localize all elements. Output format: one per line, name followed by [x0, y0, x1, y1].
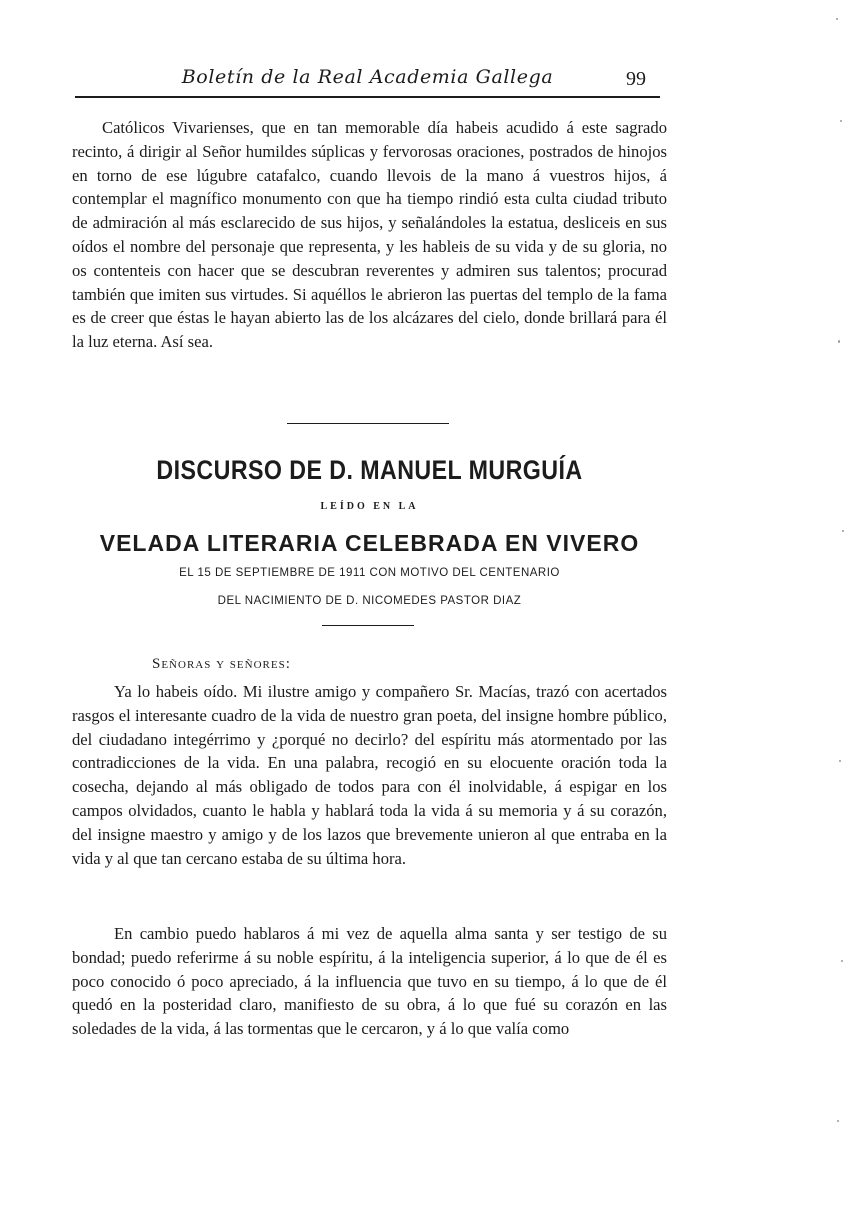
scan-speck — [839, 760, 841, 762]
short-divider — [322, 625, 414, 626]
paragraph-closing-prayer: Católicos Vivarienses, que en tan memorable día habeis acudido á este sagrado recinto, á dirigir al Señor humildes súplicas y fervorosas oraciones, postrados de hinojos en torno de ese lúgubre catafalco, cuando llevois de la mano á vuestros hijos, á contemplar el magnífico monumento con que ha tiempo rindió esta culta ciudad tributo de admiración al más esclarecido de sus hijos, y señalándoles la estatua, desliceis en sus oídos el nombre del personaje que representa, y les hableis de su vida y de su gloria, no os contenteis con hacer que se descubran reverentes y admiren sus talentos; procurad también que imiten sus virtudes. Si aquéllos le abrieron las puertas del templo de la fama es de creer que éstas le hayan abierto las de los alcázares del cielo, donde brillará para él la luz eterna. Así sea. — [72, 118, 667, 352]
occasion-line-2: DEL NACIMIENTO DE D. NICOMEDES PASTOR DIAZ — [217, 595, 522, 607]
scan-speck — [841, 960, 843, 962]
scan-speck — [840, 120, 842, 122]
read-in-label: LEÍDO EN LA — [320, 501, 419, 512]
scan-speck — [842, 530, 844, 532]
occasion-line-1: EL 15 DE SEPTIEMBRE DE 1911 CON MOTIVO DEL CENTENARIO — [179, 567, 560, 579]
discourse-title: DISCURSO DE D. MANUEL MURGUÍA — [156, 455, 583, 485]
section-divider — [287, 423, 449, 424]
scan-speck — [837, 1120, 839, 1122]
salutation: Señoras y señores: — [152, 656, 291, 672]
scan-speck — [838, 340, 840, 343]
paragraph-speech-continuation: En cambio puedo hablaros á mi vez de aquella alma santa y ser testigo de su bondad; puedo referirme á su noble espíritu, á la inteligencia superior, á lo que de él es poco conocido ó poco apreciado, á la influencia que tuvo en su tiempo, á lo que de él quedó en la posteridad claro, manifiesto de su obra, á lo que fué su corazón en las soledades de la vida, á las tormentas que le cercaron, y á lo que valía como — [72, 924, 667, 1039]
running-header — [75, 62, 660, 98]
scan-speck — [836, 18, 838, 20]
page-number: 99 — [626, 68, 646, 90]
journal-title: Boletín de la Real Academia Gallega — [181, 66, 554, 88]
paragraph-speech-opening: Ya lo habeis oído. Mi ilustre amigo y compañero Sr. Macías, trazó con acertados rasgos el interesante cuadro de la vida de nuestro gran poeta, del insigne hombre público, del ciudadano integérrimo y ¿porqué no decirlo? del espíritu más atormentado por las contradicciones de la vida. En una palabra, recogió en su elocuente oración toda la cosecha, dejando al más obligado de todos para con él inolvidable, á espigar en los campos olvidados, cuanto le habla y hablará toda la vida á su memoria y á su corazón, del insigne maestro y amigo y de los lazos que brevemente unieron al que entraba en la vida y al que tan cercano estaba de su última hora. — [72, 682, 667, 868]
velada-title: VELADA LITERARIA CELEBRADA EN VIVERO — [99, 530, 640, 556]
